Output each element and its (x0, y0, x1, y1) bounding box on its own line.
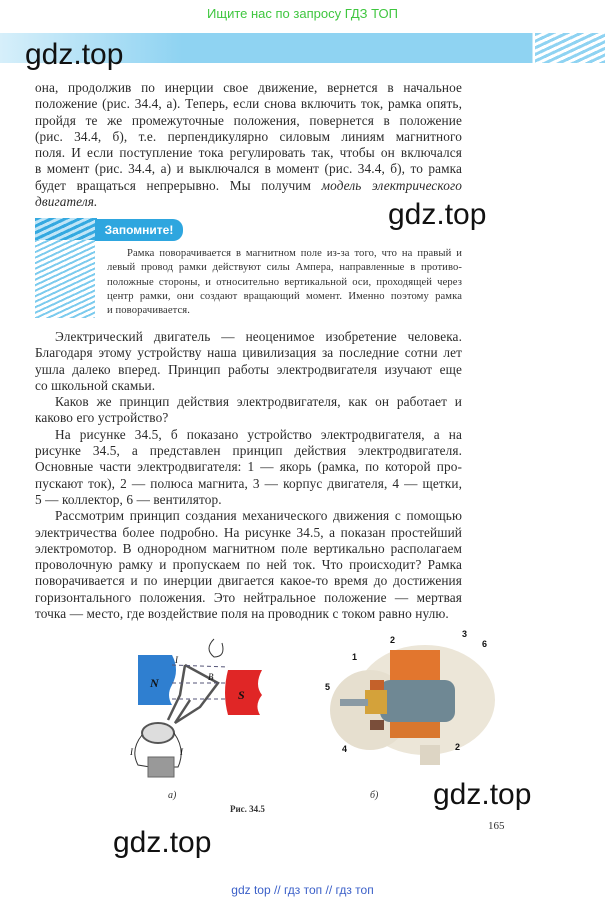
watermark: gdz.top (388, 198, 487, 231)
text-line: Рассмотрим принцип создания механического движения с помощью (55, 508, 462, 524)
text-line: центр рамки, они создают вращающий момент. Именно поэтому рамка (107, 290, 462, 302)
watermark: gdz.top (113, 826, 212, 859)
text-line: электричества более подробно. На рисунке 34.5, а показан простейший (35, 524, 462, 540)
part-label-4: 4 (342, 744, 348, 754)
text-line: Благодаря этому устройству наша цивилизация за последние сотни лет (35, 345, 462, 361)
text-line: пускают ток), 2 — полюса магнита, 3 — корпус двигателя, 4 — щетки, (35, 475, 462, 491)
text-line: поля. И если поступление тока регулировать так, чтобы он включался (35, 145, 462, 161)
label-b: B (208, 672, 214, 682)
figure-a-motor-principle (130, 635, 330, 785)
intro-paragraph (35, 80, 462, 210)
part-label-2b: 2 (455, 742, 461, 752)
text-line: Электрический двигатель — неоценимое изобретение человека. (55, 329, 462, 344)
text-line: пройдя те же промежуточные положения, повернется в положение (35, 112, 462, 128)
part-label-6: 6 (482, 639, 488, 649)
watermark: gdz.top (25, 38, 124, 71)
text-line: ушла далеко вперед. Принцип работы электродвигателя изучают еще (35, 361, 462, 377)
text-line: поворачивается и по инерции двигается какое-то время до достижения (35, 573, 462, 589)
label-i-left: I (130, 747, 133, 757)
label-i-top: I (175, 655, 178, 665)
text-line: со школьной скамьи. (35, 377, 156, 393)
body-text (35, 329, 462, 622)
footer-links[interactable]: gdz top // гдз топ // гдз топ (231, 883, 374, 897)
text-line: каково его устройство? (35, 410, 169, 426)
text-line: рисунке 34.5, а представлен принцип действия электродвигателя. (35, 443, 462, 459)
text-line: положные стороны, и относительно вертикальной оси, проходящей через (107, 276, 462, 288)
label-i-right: I (180, 747, 183, 757)
text-line: электромотор. В однородном магнитном поле вертикально располагаем (35, 540, 462, 556)
part-label-5: 5 (325, 682, 331, 692)
rotation-arrow-icon (209, 639, 223, 657)
text-line: левый провод рамки действуют силы Ампера, направленные в противо- (107, 262, 462, 274)
text-line: (рис. 34.4, б), т.е. перпендикулярно силовым линиям магнитного (35, 128, 462, 144)
text-line: На рисунке 34.5, б показано устройство электродвигателя, а на (55, 426, 462, 442)
text-line: Рамка поворачивается в магнитном поле из-за того, что на правый и (127, 248, 462, 259)
watermark: gdz.top (433, 778, 532, 811)
text-line: точка — место, где воздействие поля на проводник с током равно нулю. (35, 606, 449, 622)
page-number: 165 (488, 820, 505, 832)
text-line: положение (рис. 34.4, а). Теперь, если снова включить ток, рамка опять, (35, 96, 462, 112)
label-s: S (238, 688, 245, 702)
figure-caption: Рис. 34.5 (230, 804, 265, 814)
text-line: Каков же принцип действия электродвигателя, как он работает и (55, 394, 462, 410)
part-label-3: 3 (462, 629, 468, 639)
part-label-2: 2 (390, 635, 396, 645)
label-n: N (150, 676, 159, 690)
part-label-1: 1 (352, 652, 358, 662)
figure-b-label: б) (370, 790, 379, 801)
text-line: в момент (рис. 34.4, а) и выключался в момент (рис. 34.4, б), то рамка (35, 161, 462, 177)
text-line: Основные части электродвигателя: 1 — якорь (рамка, по которой про- (35, 459, 462, 475)
figure-b-motor-device (320, 625, 505, 775)
text-line: двигателя. (35, 194, 98, 210)
text-line: она, продолжив по инерции свое движение, вернется в начальное (35, 80, 462, 95)
remember-text (107, 247, 462, 318)
remember-title: Запомните! (95, 219, 183, 241)
banner-stripes (535, 33, 605, 63)
figure-a-label: а) (168, 790, 177, 801)
text-line: горизонтального положения. Это нейтральное положение — мертвая (35, 589, 462, 605)
text-line: будет вращаться непрерывно. Мы получим модель электрического (35, 177, 462, 193)
search-note: Ищите нас по запросу ГДЗ ТОП (207, 6, 398, 21)
text-line: и поворачивается. (107, 305, 191, 317)
battery (148, 757, 174, 777)
text-line: проволочную рамку и пропускаем по ней ток. Что происходит? Рамка (35, 557, 462, 573)
commutator (142, 723, 174, 743)
remember-decoration-top (35, 218, 97, 240)
text-line: 5 — коллектор, 6 — вентилятор. (35, 491, 222, 507)
